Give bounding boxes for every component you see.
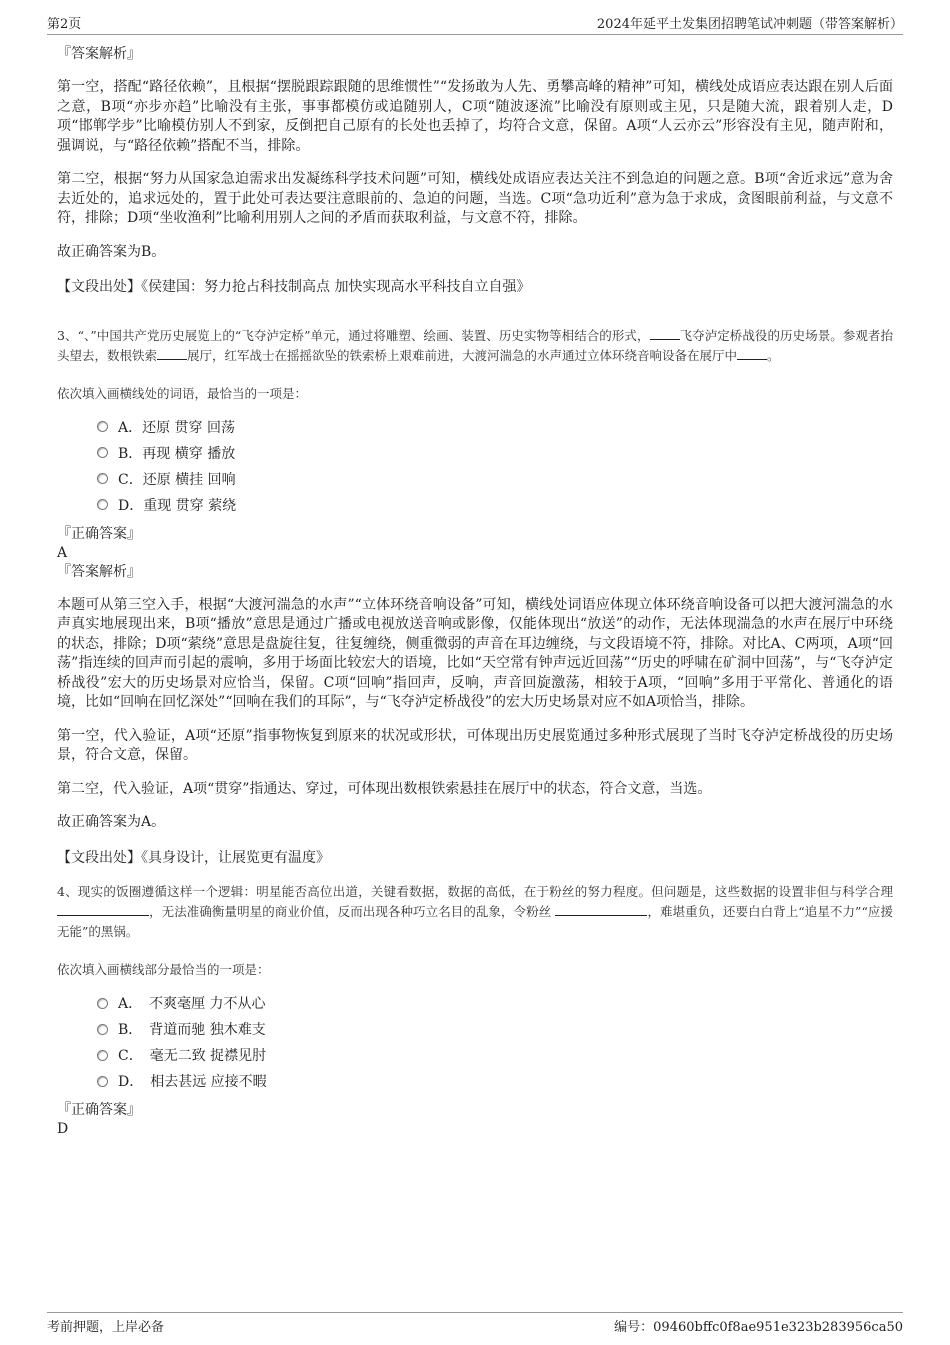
q2-final-answer: 故正确答案为B。 <box>57 243 166 260</box>
radio-icon[interactable] <box>97 998 108 1009</box>
q2-analysis-p1: 第一空，搭配“路径依赖”，且根据“摆脱跟踪跟随的思维惯性”“发扬敢为人先、勇攀高峰的精神”可知，横线处成语应表达跟在别人后面之意，B项“亦步亦趋”比喻没有主张，事事都模仿或追随别人，C项“随波逐流”比喻没有原则或主见，只是随大流，跟着别人走，D项“邯郸学步”比喻模仿别人不到家，反倒把自己原有的长处也丢掉了，均符合文意，保留。A项“人云亦云”形容没有主见，随声附和，强调说，与“路径依赖”搭配不当，排除。 <box>57 79 893 154</box>
q3-analysis-p2: 第一空，代入验证，A项“还原”指事物恢复到原来的状况或形状，可体现出历史展览通过多种形式展现了当时飞夺泸定桥战役的历史场景，符合文意，保留。 <box>57 727 893 763</box>
q3-text-c: 展厅，红军战士在摇摇欲坠的铁索桥上艰难前进，大渡河湍急的水声通过立体环绕音响设备在展厅中 <box>187 347 738 363</box>
option-label: A． 不爽毫厘 力不从心 <box>118 996 266 1012</box>
q3-question <box>57 326 893 366</box>
q2-source: 【文段出处】《侯建国：努力抢占科技制高点 加快实现高水平科技自立自强》 <box>57 279 531 295</box>
q4-text-c: ，难堪重负，还要白白背上“追星不力”“应援无能”的黑锅。 <box>57 904 893 939</box>
radio-icon[interactable] <box>97 1076 108 1087</box>
q3-text-d: 。 <box>767 347 780 363</box>
option-label: A．还原 贯穿 回荡 <box>118 419 236 436</box>
correct-answer-label: 『正确答案』 <box>57 525 141 542</box>
q4-option-b[interactable] <box>97 1016 893 1042</box>
option-label: B．再现 横穿 播放 <box>118 445 236 462</box>
q4-options <box>57 990 893 1094</box>
q4-correct-answer: D <box>57 1121 69 1137</box>
page-header <box>47 12 903 35</box>
radio-icon[interactable] <box>97 447 108 458</box>
page-number: 第2页 <box>47 17 82 32</box>
radio-icon[interactable] <box>97 473 108 484</box>
q3-analysis-p3: 第二空，代入验证，A项“贯穿”指通达、穿过，可体现出数根铁索悬挂在展厅中的状态，符合文意，当选。 <box>57 780 712 797</box>
q4-text-a: 4、现实的饭圈遵循这样一个逻辑：明星能否高位出道，关键看数据，数据的高低，在于粉丝的努力程度。但问题是，这些数据的设置非但与科学合理 <box>57 884 893 899</box>
q3-blank-1 <box>650 327 680 340</box>
q4-option-c[interactable] <box>97 1042 893 1068</box>
q4-text-b: ，无法准确衡量明星的商业价值，反而出现各种巧立名目的乱象，令粉丝 <box>149 904 552 919</box>
page-footer <box>47 1312 903 1335</box>
radio-icon[interactable] <box>97 421 108 432</box>
q3-correct-answer: A <box>57 544 68 561</box>
radio-icon[interactable] <box>97 1024 108 1035</box>
q3-option-d[interactable] <box>97 492 893 518</box>
analysis-label: 『答案解析』 <box>57 46 141 62</box>
q4-question <box>57 882 893 942</box>
document-title: 2024年延平土发集团招聘笔试冲刺题（带答案解析） <box>596 17 903 32</box>
option-label: D．重现 贯穿 萦绕 <box>118 497 237 514</box>
option-label: B． 背道而驰 独木难支 <box>118 1022 266 1038</box>
radio-icon[interactable] <box>97 499 108 510</box>
q3-text-a: 3、“、”中国共产党历史展览上的“飞夺泸定桥”单元，通过将雕塑、绘画、装置、历史实物等相结合的形式， <box>57 327 650 343</box>
q3-text-b: 飞夺泸定桥战役的历史场景。参观者抬头望去，数根铁索 <box>57 327 893 363</box>
option-label: C． 毫无二致 捉襟见肘 <box>118 1048 267 1064</box>
analysis-label: 『答案解析』 <box>57 563 141 580</box>
q3-option-a[interactable] <box>97 414 893 440</box>
q4-blank-1 <box>57 903 149 916</box>
q3-blank-3 <box>737 347 767 360</box>
q3-analysis-p1: 本题可从第三空入手，根据“大渡河湍急的水声”“立体环绕音响设备”可知，横线处词语应体现立体环绕音响设备可以把大渡河湍急的水声真实地展现出来，B项“播放”意思是通过广播或电视放送音响或影像，仅能体现出“放送”的动作，无法体现湍急的水声在展厅中环绕的状态，排除；D项“萦绕”意思是盘旋往复，往复缠绕，侧重微弱的声音在耳边缠绕，与文段语境不符，排除。对比A、C两项，A项“回荡”指连续的回声而引起的震响，多用于场面比较宏大的语境，比如“天空常有钟声远近回荡”“历史的呼啸在矿洞中回荡”，与“飞夺泸定桥战役”宏大的历史场景对应恰当，保留。C项“回响”指回声，反响，声音回旋激荡，相较于A项，“回响”多用于平常化、普通化的语境，比如“回响在回忆深处”“回响在我们的耳际”，与“飞夺泸定桥战役”的宏大历史场景对应不如A项恰当，排除。 <box>57 596 893 710</box>
q3-option-b[interactable] <box>97 440 893 466</box>
q4-prompt: 依次填入画横线部分最恰当的一项是： <box>57 962 270 977</box>
correct-answer-label: 『正确答案』 <box>57 1102 141 1118</box>
option-label: D． 相去甚远 应接不暇 <box>118 1074 267 1090</box>
page-content <box>57 44 893 1138</box>
footer-slogan: 考前押题，上岸必备 <box>47 1320 165 1335</box>
q3-option-c[interactable] <box>97 466 893 492</box>
q2-analysis-p2: 第二空，根据“努力从国家急迫需求出发凝练科学技术问题”可知，横线处成语应表达关注不到急迫的问题之意。B项“舍近求远”意为舍去近处的，追求远处的，置于此处可表达要注意眼前的、急迫的问题，当选。C项“急功近利”意为急于求成，贪图眼前利益，与文意不符，排除；D项“坐收渔利”比喻利用别人之间的矛盾而获取利益，与文意不符，排除。 <box>57 171 893 226</box>
q4-option-a[interactable] <box>97 990 893 1016</box>
q3-prompt: 依次填入画横线处的词语，最恰当的一项是： <box>57 385 308 401</box>
radio-icon[interactable] <box>97 1050 108 1061</box>
q4-option-d[interactable] <box>97 1068 893 1094</box>
option-label: C．还原 横挂 回响 <box>118 471 236 488</box>
q3-source: 【文段出处】《具身设计，让展览更有温度》 <box>57 849 330 866</box>
q3-blank-2 <box>157 347 187 360</box>
q4-blank-2 <box>555 903 647 916</box>
document-id: 编号：09460bffc0f8ae951e323b283956ca50 <box>614 1320 903 1335</box>
q3-final-answer: 故正确答案为A。 <box>57 814 166 830</box>
q3-options <box>57 414 893 518</box>
